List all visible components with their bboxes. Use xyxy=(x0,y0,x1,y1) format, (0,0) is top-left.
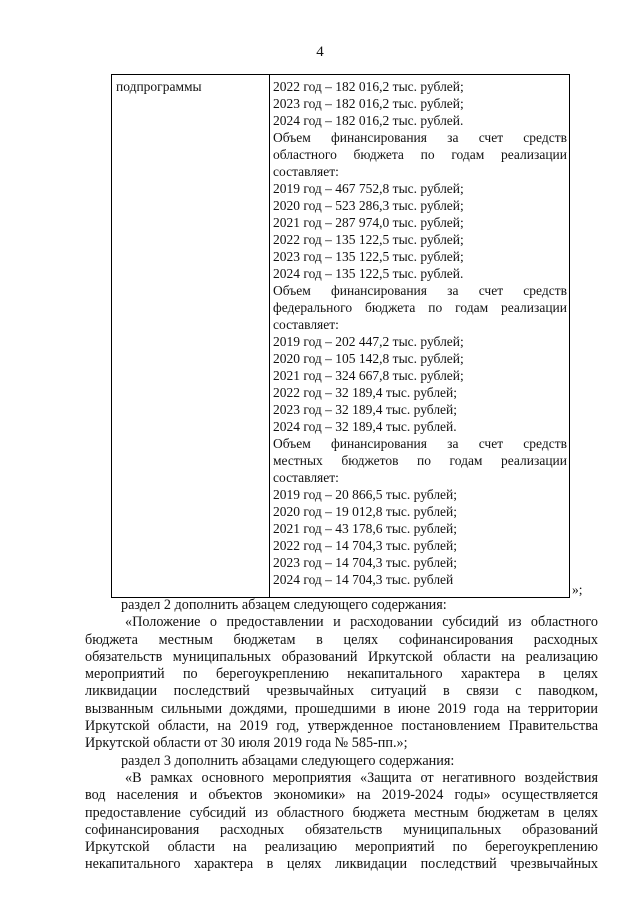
table-line: 2023 год – 135 122,5 тыс. рублей; xyxy=(273,249,464,264)
table-line: 2023 год – 182 016,2 тыс. рублей; xyxy=(273,96,464,111)
table-line: 2019 год – 20 866,5 тыс. рублей; xyxy=(273,487,458,502)
table-line: Объем финансирования за счет средств xyxy=(273,283,567,298)
table-column-divider xyxy=(269,75,270,597)
table-closing-mark: »; xyxy=(572,582,583,597)
table-line: 2024 год – 135 122,5 тыс. рублей. xyxy=(273,266,464,281)
paragraph-line: «Положение о предоставлении и расходовании субсидий из областного xyxy=(125,614,598,631)
table-left-cell: подпрограммы xyxy=(116,79,202,94)
table-line: 2022 год – 14 704,3 тыс. рублей; xyxy=(273,538,458,553)
table-line: 2024 год – 32 189,4 тыс. рублей. xyxy=(273,419,457,434)
table-line: 2024 год – 182 016,2 тыс. рублей. xyxy=(273,113,464,128)
body-text xyxy=(85,597,598,874)
table-line: составляет: xyxy=(273,317,339,332)
table-line: составляет: xyxy=(273,470,339,485)
table-line: 2021 год – 287 974,0 тыс. рублей; xyxy=(273,215,464,230)
paragraph-line: некапитального характера в целях ликвидации последствий чрезвычайных xyxy=(85,856,598,873)
table-line: 2020 год – 19 012,8 тыс. рублей; xyxy=(273,504,458,519)
table-line: составляет: xyxy=(273,164,339,179)
table-line: 2024 год – 14 704,3 тыс. рублей xyxy=(273,572,454,587)
table-line: 2020 год – 105 142,8 тыс. рублей; xyxy=(273,351,464,366)
paragraph-line: раздел 3 дополнить абзацами следующего содержания: xyxy=(121,752,455,769)
table-line: федерального бюджета по годам реализации xyxy=(273,300,567,315)
paragraph-line: софинансирования расходных обязательств муниципальных образований xyxy=(85,821,598,838)
table-line: 2022 год – 182 016,2 тыс. рублей; xyxy=(273,79,464,94)
paragraph-line: предоставление субсидий из областного бюджета местным бюджетам в целях xyxy=(85,804,598,821)
table-line: 2022 год – 135 122,5 тыс. рублей; xyxy=(273,232,464,247)
table-right-cell xyxy=(273,78,567,588)
table-line: 2023 год – 14 704,3 тыс. рублей; xyxy=(273,555,458,570)
paragraph-line: вод населения и объектов экономики» на 2019-2024 годы» осуществляется xyxy=(85,787,598,804)
table-line: 2023 год – 32 189,4 тыс. рублей; xyxy=(273,402,458,417)
table-line: Объем финансирования за счет средств xyxy=(273,130,567,145)
paragraph-line: Иркутской области от 30 июля 2019 года № 585-пп.»; xyxy=(85,735,408,752)
financing-table xyxy=(111,74,570,598)
table-line: областного бюджета по годам реализации xyxy=(273,147,567,162)
table-line: 2020 год – 523 286,3 тыс. рублей; xyxy=(273,198,464,213)
paragraph-line: Иркутской области, на 2019 год, утвержденное постановлением Правительства xyxy=(85,718,598,735)
paragraph-line: раздел 2 дополнить абзацем следующего содержания: xyxy=(121,597,447,613)
table-line: 2019 год – 202 447,2 тыс. рублей; xyxy=(273,334,464,349)
table-line: 2019 год – 467 752,8 тыс. рублей; xyxy=(273,181,464,196)
table-line: Объем финансирования за счет средств xyxy=(273,436,567,451)
paragraph-line: ликвидации последствий чрезвычайных ситуаций в связи с паводком, xyxy=(85,683,598,700)
page-number: 4 xyxy=(316,44,324,60)
table-line: 2021 год – 43 178,6 тыс. рублей; xyxy=(273,521,458,536)
paragraph-line: обязательств муниципальных образований Иркутской области на реализацию xyxy=(85,648,598,665)
table-line: 2021 год – 324 667,8 тыс. рублей; xyxy=(273,368,464,383)
paragraph-line: «В рамках основного мероприятия «Защита от негативного воздействия xyxy=(125,769,598,786)
table-line: 2022 год – 32 189,4 тыс. рублей; xyxy=(273,385,458,400)
table-line: местных бюджетов по годам реализации xyxy=(273,453,567,468)
paragraph-line: мероприятий по берегоукреплению некапитального характера в целях xyxy=(85,666,598,683)
paragraph-line: Иркутской области на реализацию мероприятий по берегоукреплению xyxy=(85,839,598,856)
paragraph-line: бюджета местным бюджетам в целях софинансирования расходных xyxy=(85,631,598,648)
paragraph-line: вызванным сильными дождями, прошедшими в июне 2019 года на территории xyxy=(85,700,598,717)
